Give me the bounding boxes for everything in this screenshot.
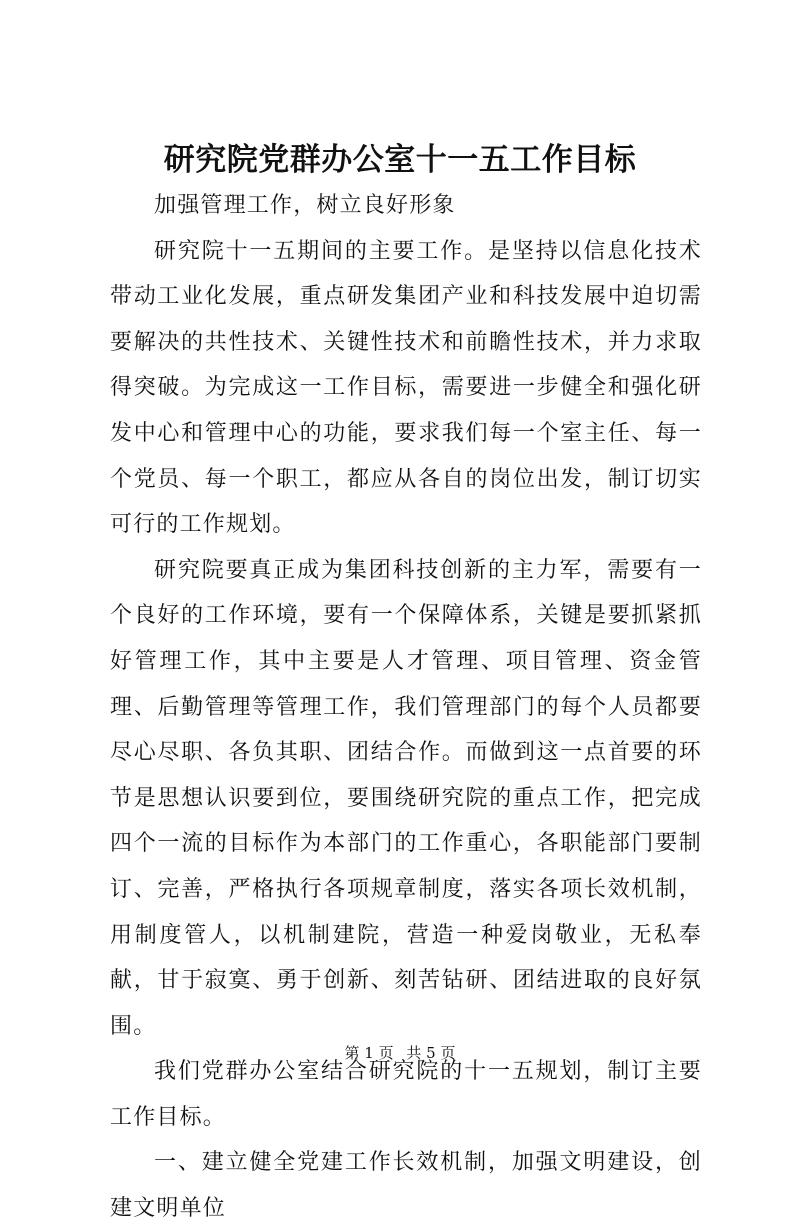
- page-total: 共 5 页: [406, 1044, 456, 1062]
- document-body: [110, 183, 702, 1232]
- page-footer: [0, 1043, 800, 1063]
- page-number: 第 1 页: [344, 1044, 394, 1062]
- paragraph-goals-intro: 我们党群办公室结合研究院的十一五规划，制订主要工作目标。: [110, 1059, 702, 1130]
- document-title: 研究院党群办公室十一五工作目标: [163, 142, 637, 178]
- paragraph-main-work: 研究院十一五期间的主要工作。是坚持以信息化技术带动工业化发展，重点研发集团产业和科技发展中迫切需要解决的共性技术、关键性技术和前瞻性技术，并力求取得突破。为完成这一工作目标，需要进一步健全和强化研发中心和管理中心的功能，要求我们每一个室主任、每一个党员、每一个职工，都应从各自的岗位出发，制订切实可行的工作规划。: [110, 238, 702, 538]
- paragraph-subheading: 加强管理工作，树立良好形象: [154, 193, 456, 218]
- paragraph-management: 研究院要真正成为集团科技创新的主力军，需要有一个良好的工作环境，要有一个保障体系，关键是要抓紧抓好管理工作，其中主要是人才管理、项目管理、资金管理、后勤管理等管理工作，我们管理部门的每个人员都要尽心尽职、各负其职、团结合作。而做到这一点首要的环节是思想认识要到位，要围绕研究院的重点工作，把完成四个一流的目标作为本部门的工作重心，各职能部门要制订、完善，严格执行各项规章制度，落实各项长效机制，用制度管人，以机制建院，营造一种爱岗敬业，无私奉献，甘于寂寞、勇于创新、刻苦钻研、团结进取的良好氛围。: [110, 557, 702, 1039]
- paragraph-section-one: 一、建立健全党建工作长效机制，加强文明建设，创建文明单位: [110, 1150, 702, 1222]
